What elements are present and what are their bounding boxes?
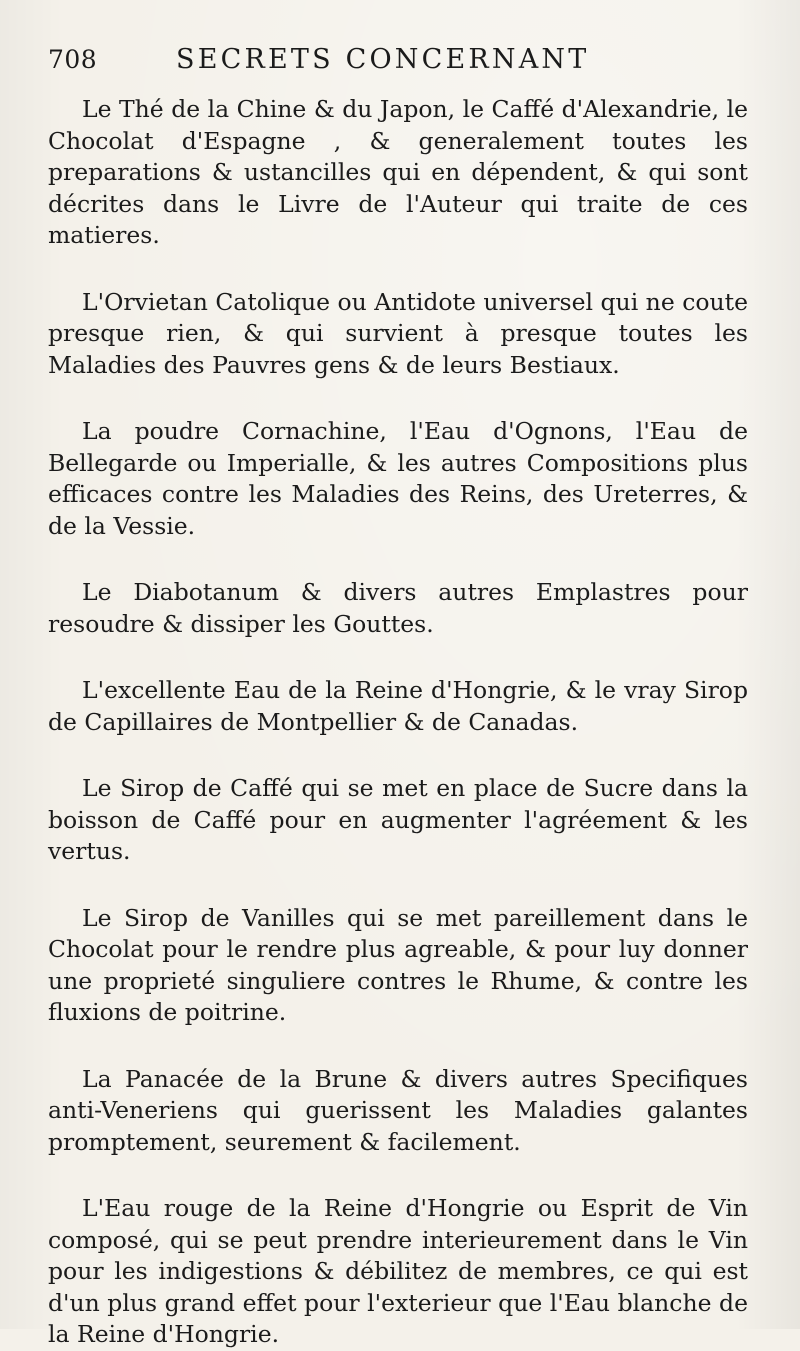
running-head: SECRETS CONCERNANT [176, 44, 590, 75]
paragraph-diabotanum: Le Diabotanum & divers autres Emplastres pour resoudre & dissiper les Gouttes. [48, 578, 748, 638]
paragraph-sirop-caffe: Le Sirop de Caffé qui se met en place de Sucre dans la boisson de Caffé pour en augmenter l'agréement & les vertus. [48, 774, 748, 865]
paragraph-panacee: La Panacée de la Brune & divers autres Specifiques anti-Veneriens qui guerissent les Maladies galantes promptement, seurement & facilement. [48, 1064, 748, 1156]
page-header [48, 44, 748, 88]
paragraph-poudre-cornachine: La poudre Cornachine, l'Eau d'Ognons, l'Eau de Bellegarde ou Imperialle, & les autres Compositions plus efficaces contre les Maladies des Reins, des Ureterres, & de la Vessie. [48, 417, 748, 540]
page-number: 708 [48, 45, 98, 74]
paragraph-eau-reine-hongrie: L'excellente Eau de la Reine d'Hongrie, & le vray Sirop de Capillaires de Montpellier & de Canadas. [48, 676, 748, 736]
paragraph-orvietan: L'Orvietan Catolique ou Antidote universel qui ne coute presque rien, & qui survient à presque toutes les Maladies des Pauvres gens & de leurs Bestiaux. [48, 287, 748, 379]
entry-list [48, 94, 748, 1351]
paragraph-sirop-vanilles: Le Sirop de Vanilles qui se met pareillement dans le Chocolat pour le rendre plus agreable, & pour luy donner une proprieté singuliere contres le Rhume, & contre les fluxions de poitrine. [48, 903, 748, 1026]
paragraph-the-chine: Le Thé de la Chine & du Japon, le Caffé d'Alexandrie, le Chocolat d'Espagne , & generalement toutes les preparations & ustancilles qui en dépendent, & qui sont décrites dans le Livre de l'Auteur qui traite de ces matieres. [48, 95, 748, 249]
paragraph-eau-rouge: L'Eau rouge de la Reine d'Hongrie ou Esprit de Vin composé, qui se peut prendre interieurement dans le Vin pour les indigestions & débilitez de membres, ce qui est d'un plus grand effet pour l'exterieur que l'Eau blanche de la Reine d'Hongrie. [48, 1194, 748, 1348]
